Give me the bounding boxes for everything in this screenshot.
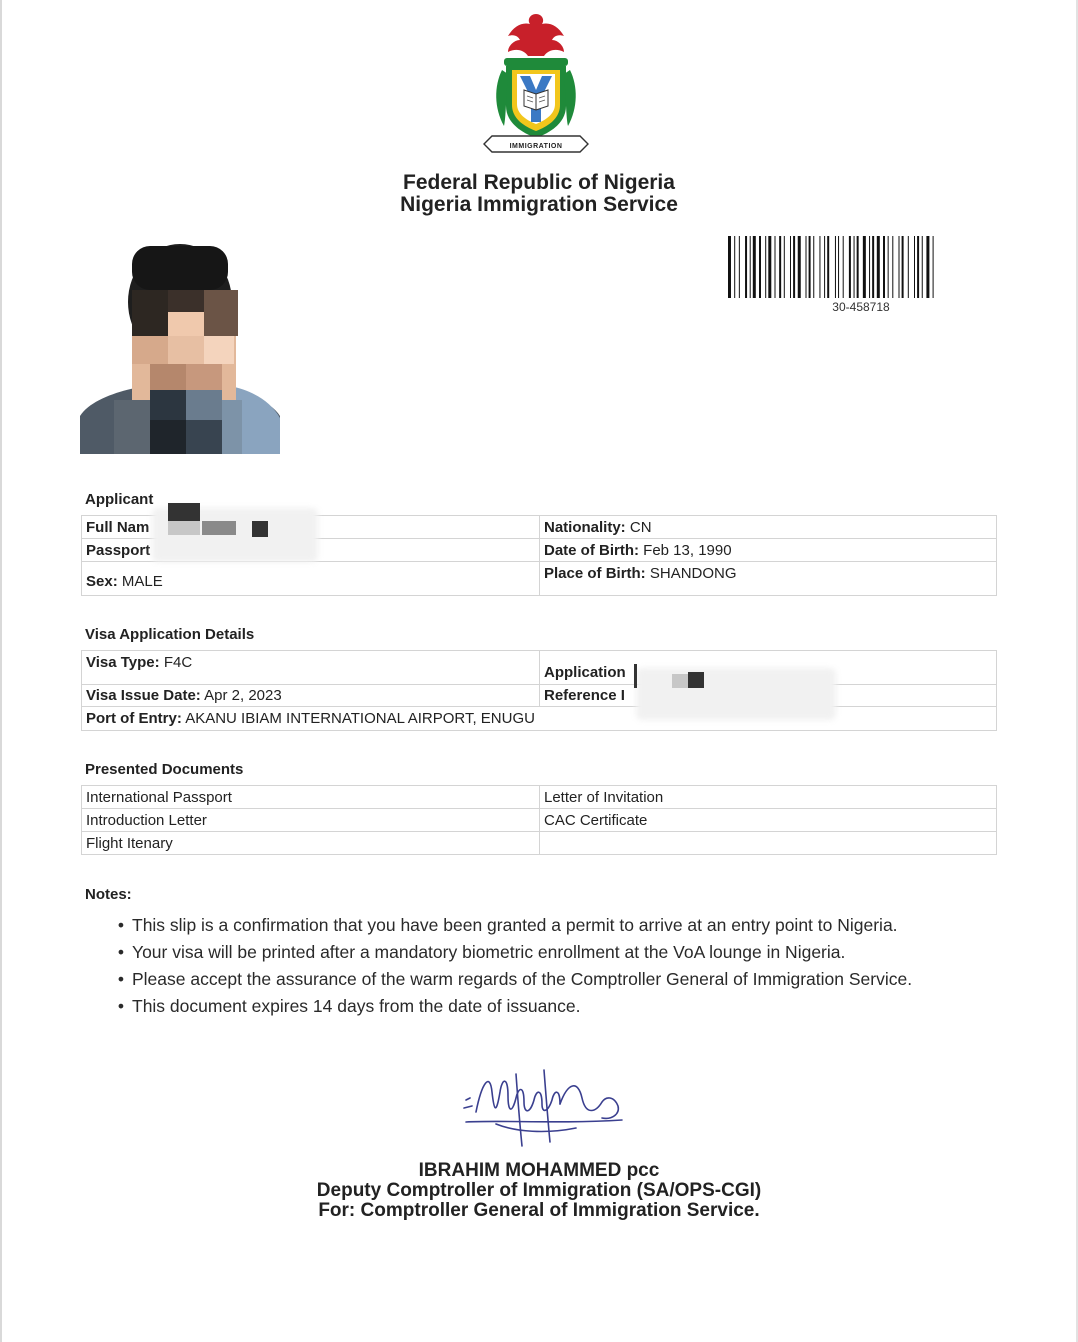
visa-issue-value: Apr 2, 2023 (204, 687, 282, 704)
note-item: • This document expires 14 days from the date of issuance. (110, 993, 912, 1020)
visa-table (81, 650, 997, 731)
redaction-pixel (634, 664, 637, 688)
barcode-bar (835, 236, 836, 298)
signatory-for: For: Comptroller General of Immigration Service. (318, 1200, 760, 1221)
barcode-bar (922, 236, 923, 298)
barcode-bar (745, 236, 747, 298)
barcode-bar (908, 236, 909, 298)
barcode-bar (824, 236, 825, 298)
reference-id-label: Reference I (544, 687, 625, 704)
issuer-heading (0, 172, 1078, 216)
dob-cell (540, 539, 997, 562)
barcode-bar (809, 236, 811, 298)
barcode-bar (843, 236, 844, 298)
barcode-bar (734, 236, 735, 298)
barcode-bar (917, 236, 919, 298)
barcode-bar (926, 236, 929, 298)
redaction-pixel (672, 674, 688, 688)
document-item: Letter of Invitation (540, 786, 997, 809)
notes-title: Notes: (85, 886, 132, 903)
sex-value: MALE (121, 573, 163, 590)
sex-label: Sex: (86, 573, 118, 590)
barcode (728, 236, 994, 298)
sex-cell (82, 562, 540, 596)
barcode-bar (739, 236, 740, 298)
issuer-line-agency: Nigeria Immigration Service (400, 193, 678, 216)
issuer-line-country: Federal Republic of Nigeria (403, 171, 675, 194)
full-name-label: Full Nam (86, 518, 150, 536)
signatory-title: Deputy Comptroller of Immigration (SA/OPS-CGI) (316, 1180, 762, 1201)
nationality-value: CN (629, 518, 652, 536)
barcode-bar (933, 236, 934, 298)
applicant-photo (80, 240, 280, 454)
visa-section-title: Visa Application Details (85, 626, 255, 643)
barcode-bar (790, 236, 791, 298)
redaction-pixel (202, 521, 236, 535)
document-item: CAC Certificate (540, 809, 997, 832)
barcode-bar (902, 236, 904, 298)
barcode-bar (779, 236, 781, 298)
nationality-cell (540, 516, 997, 539)
pob-label: Place of Birth: (544, 565, 646, 582)
document-item: Introduction Letter (82, 809, 540, 832)
documents-section-title: Presented Documents (85, 761, 244, 778)
barcode-bar (854, 236, 855, 298)
port-of-entry-cell (82, 707, 997, 731)
signatory-name: IBRAHIM MOHAMMED pcc (418, 1160, 660, 1181)
barcode-bar (798, 236, 801, 298)
document-item-empty (540, 832, 997, 855)
notes-list (110, 912, 912, 1020)
redaction-pixel (168, 503, 200, 521)
barcode-bar (819, 236, 820, 298)
barcode-bar (813, 236, 814, 298)
barcode-bar (857, 236, 859, 298)
pob-cell (540, 562, 997, 596)
emblem-ribbon-text: IMMIGRATION (509, 143, 563, 150)
visa-issue-label: Visa Issue Date: (86, 687, 201, 704)
barcode-bar (759, 236, 761, 298)
signature (456, 1062, 628, 1148)
note-item: • Please accept the assurance of the warm regards of the Comptroller General of Immigration Service. (110, 966, 912, 993)
barcode-bar (768, 236, 771, 298)
redaction-pixel (688, 672, 704, 688)
barcode-bar (753, 236, 756, 298)
barcode-bar (863, 236, 866, 298)
barcode-bar (872, 236, 874, 298)
document-item: Flight Itenary (82, 832, 540, 855)
port-of-entry-value: AKANU IBIAM INTERNATIONAL AIRPORT, ENUGU (185, 710, 535, 727)
barcode-number: 30-458718 (832, 300, 890, 314)
signatory-block (0, 1161, 1078, 1221)
barcode-bar (838, 236, 839, 298)
applicant-section-title: Applicant (85, 491, 154, 508)
dob-label: Date of Birth: (544, 541, 639, 559)
barcode-bar (765, 236, 766, 298)
barcode-bar (827, 236, 829, 298)
note-item: • Your visa will be printed after a mandatory biometric enrollment at the VoA lounge in Nigeria. (110, 939, 912, 966)
barcode-bar (892, 236, 893, 298)
barcode-bar (849, 236, 851, 298)
barcode-bar (914, 236, 915, 298)
visa-type-label: Visa Type: (86, 654, 160, 671)
note-item: • This slip is a confirmation that you have been granted a permit to arrive at an entry point to Nigeria. (110, 912, 912, 939)
redaction-ids (636, 668, 836, 720)
application-id-label: Application (544, 664, 626, 681)
documents-table (81, 785, 997, 855)
barcode-bar (793, 236, 795, 298)
redaction-pixel (168, 521, 200, 535)
barcode-bar (899, 236, 900, 298)
barcode-bar (869, 236, 870, 298)
barcode-bar (784, 236, 785, 298)
redaction-pixel (252, 521, 268, 537)
barcode-bar (750, 236, 751, 298)
dob-value: Feb 13, 1990 (643, 541, 732, 559)
barcode-bar (728, 236, 731, 298)
barcode-bar (888, 236, 889, 298)
port-of-entry-label: Port of Entry: (86, 710, 182, 727)
barcode-bar (883, 236, 885, 298)
visa-issue-cell (82, 685, 540, 707)
nationality-label: Nationality: (544, 518, 626, 536)
barcode-bar (877, 236, 880, 298)
barcode-bar (775, 236, 776, 298)
visa-type-value: F4C (163, 654, 193, 671)
passport-label: Passport (86, 541, 151, 559)
pob-value: SHANDONG (649, 565, 737, 582)
barcode-bar (806, 236, 807, 298)
document-item: International Passport (82, 786, 540, 809)
immigration-emblem (478, 8, 594, 158)
visa-type-cell (82, 651, 540, 685)
